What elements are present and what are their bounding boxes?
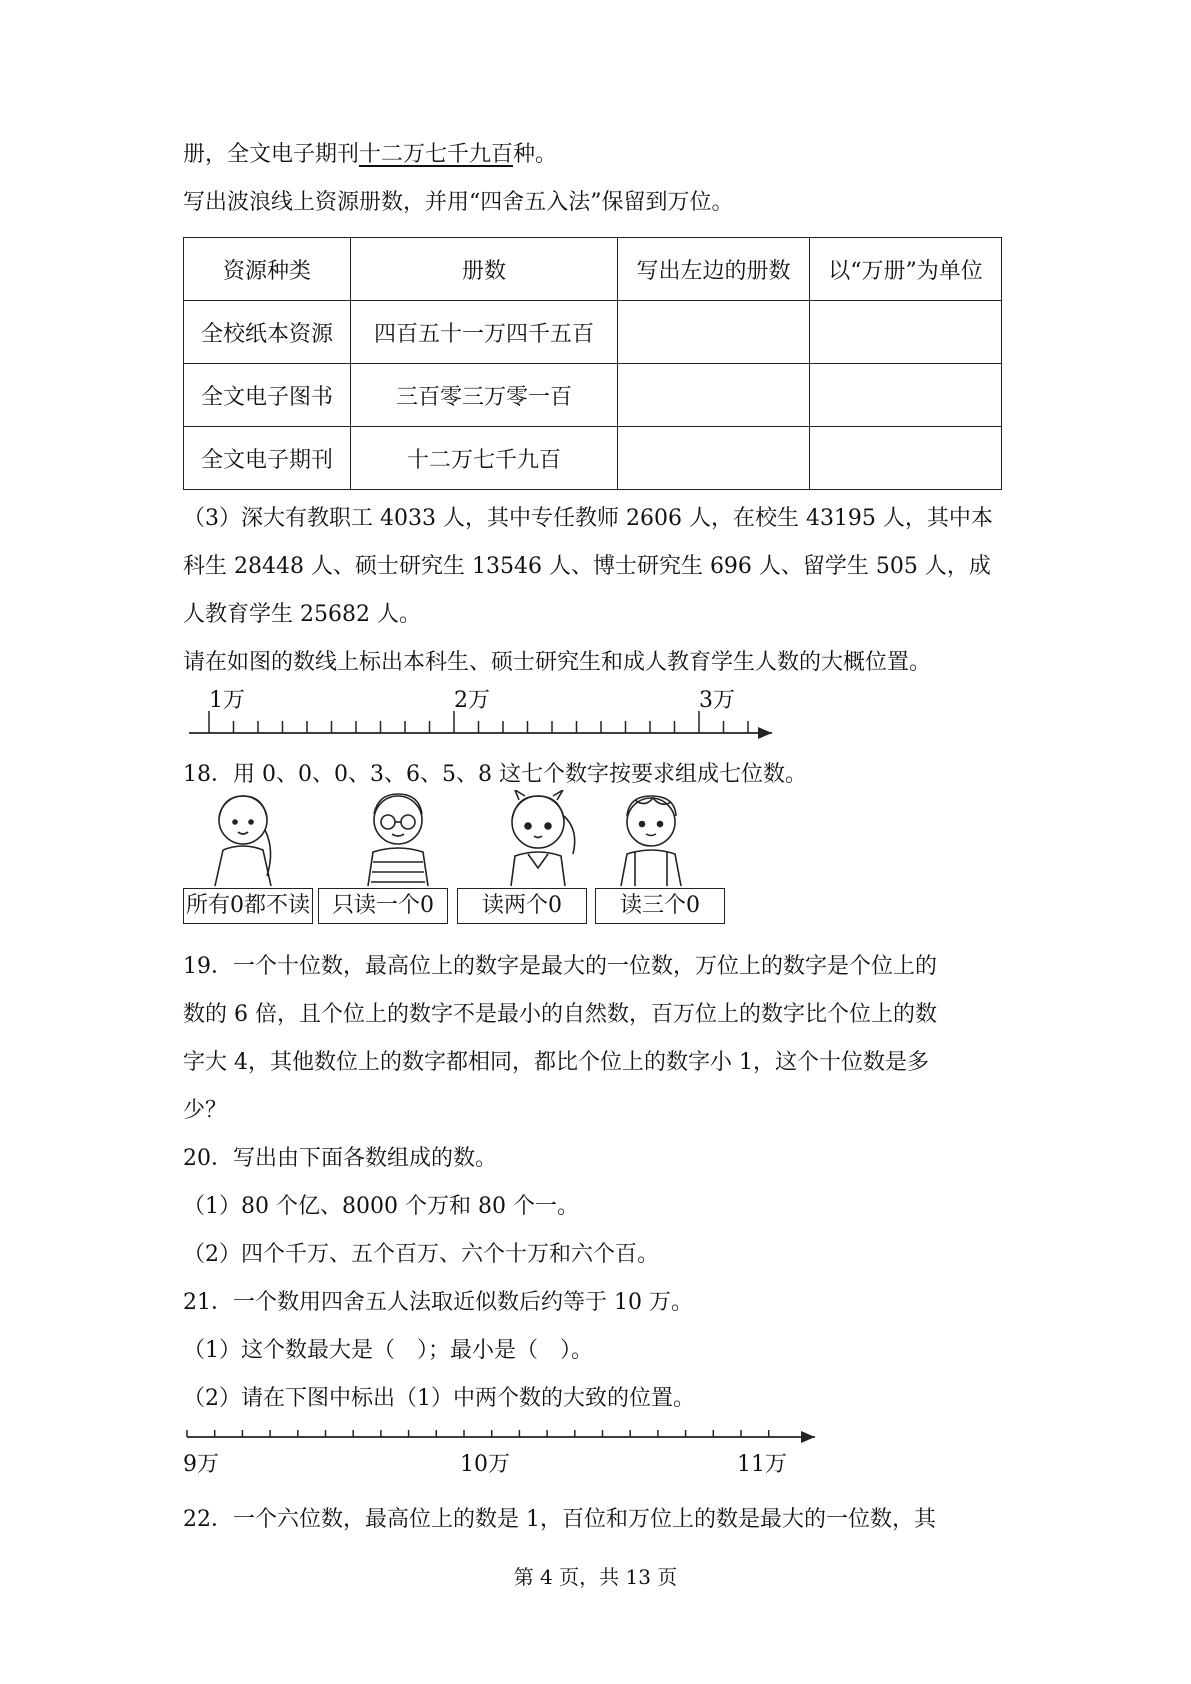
arrow-icon <box>801 1431 815 1443</box>
text-segment: 种。 <box>513 142 558 167</box>
question-21-part-1: （1）这个数最大是（ ）；最小是（ ）。 <box>183 1338 593 1363</box>
question-19-line-1: 19．一个十位数，最高位上的数字是最大的一位数，万位上的数字是个位上的 <box>183 954 937 979</box>
table-row <box>184 364 1002 427</box>
table-header-cell: 册数 <box>351 238 618 301</box>
table-cell: 十二万七千九百 <box>351 427 618 490</box>
table-row <box>184 427 1002 490</box>
answer-cell[interactable] <box>810 427 1002 490</box>
tick-label: 3万 <box>699 688 735 713</box>
tick-label: 1万 <box>209 688 245 713</box>
text-line-3: （3）深大有教职工 4033 人，其中专任教师 2606 人，在校生 43195 人，其中本 <box>183 506 993 531</box>
question-22: 22．一个六位数，最高位上的数是 1，百位和万位上的数是最大的一位数，其 <box>183 1507 936 1532</box>
instruction-line: 写出波浪线上资源册数，并用“四舍五入法”保留到万位。 <box>183 190 734 215</box>
text-line-1 <box>183 140 557 170</box>
girl-with-braid-icon <box>215 796 271 886</box>
answer-cell[interactable] <box>810 301 1002 364</box>
tick-label: 2万 <box>454 688 490 713</box>
table-cell: 全文电子期刊 <box>184 427 351 490</box>
reading-rule-box: 只读一个0 <box>318 888 448 924</box>
table-header-cell: 以“万册”为单位 <box>810 238 1002 301</box>
question-19-line-2: 数的 6 倍，且个位上的数字不是最小的自然数，百万位上的数字比个位上的数 <box>183 1002 937 1027</box>
question-19-line-3: 字大 4，其他数位上的数字都相同，都比个位上的数字小 1，这个十位数是多 <box>183 1050 929 1075</box>
tick-label: 11万 <box>737 1452 787 1477</box>
table-header-row <box>184 238 1002 301</box>
boy-icon <box>621 796 681 886</box>
answer-cell[interactable] <box>618 427 810 490</box>
question-19-line-4: 少？ <box>183 1098 228 1123</box>
girl-with-ponytails-icon <box>511 790 575 886</box>
text-segment: 册，全文电子期刊 <box>183 142 360 167</box>
text-line-5: 人教育学生 25682 人。 <box>183 602 421 627</box>
reading-rule-box: 所有0都不读 <box>183 888 313 924</box>
question-20-part-2: （2）四个千万、五个百万、六个十万和六个百。 <box>183 1242 659 1267</box>
tick-label: 9万 <box>183 1452 219 1477</box>
question-20-part-1: （1）80 个亿、8000 个万和 80 个一。 <box>183 1194 579 1219</box>
question-21: 21．一个数用四舍五人法取近似数后约等于 10 万。 <box>183 1290 693 1315</box>
table-row <box>184 301 1002 364</box>
text-line-6: 请在如图的数线上标出本科生、硕士研究生和成人教育学生人数的大概位置。 <box>183 650 932 675</box>
reading-rule-box: 读三个0 <box>595 888 725 924</box>
table-cell: 四百五十一万四千五百 <box>351 301 618 364</box>
table-cell: 三百零三万零一百 <box>351 364 618 427</box>
reading-rule-box: 读两个0 <box>457 888 587 924</box>
resource-table <box>183 237 1002 490</box>
number-line-1 <box>189 688 772 739</box>
answer-cell[interactable] <box>618 301 810 364</box>
children-illustration <box>183 790 743 890</box>
table-cell: 全文电子图书 <box>184 364 351 427</box>
question-21-part-2: （2）请在下图中标出（1）中两个数的大致的位置。 <box>183 1386 695 1411</box>
answer-cell[interactable] <box>810 364 1002 427</box>
question-18: 18．用 0、0、0、3、6、5、8 这七个数字按要求组成七位数。 <box>183 762 807 787</box>
arrow-icon <box>758 727 772 739</box>
page-footer: 第 4 页，共 13 页 <box>513 1565 678 1589</box>
number-line-2 <box>183 1430 815 1477</box>
wavy-underlined-text: 十二万七千九百 <box>359 142 514 167</box>
table-header-cell: 写出左边的册数 <box>618 238 810 301</box>
text-line-4: 科生 28448 人、硕士研究生 13546 人、博士研究生 696 人、留学生 505 人，成 <box>183 554 991 579</box>
tick-label: 10万 <box>460 1452 510 1477</box>
question-20: 20．写出由下面各数组成的数。 <box>183 1146 497 1171</box>
boy-with-glasses-icon <box>368 794 428 886</box>
table-header-cell: 资源种类 <box>184 238 351 301</box>
answer-cell[interactable] <box>618 364 810 427</box>
table-cell: 全校纸本资源 <box>184 301 351 364</box>
